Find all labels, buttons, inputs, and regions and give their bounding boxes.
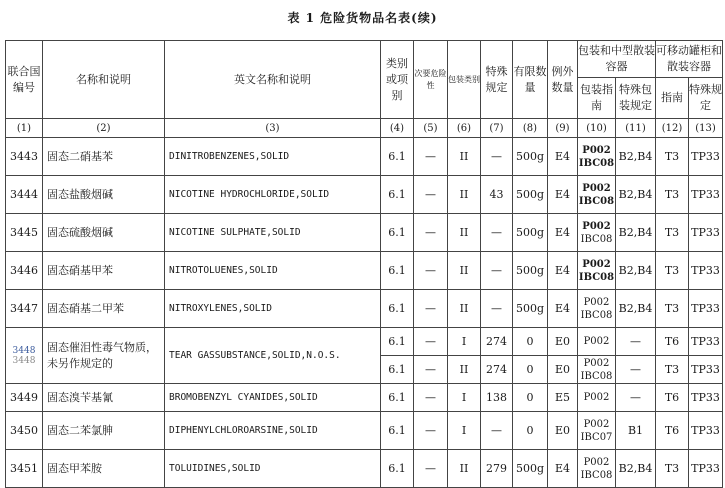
name-en: NICOTINE HYDROCHLORIDE,SOLID — [165, 176, 381, 214]
pi-ibc: IBC08 — [580, 370, 613, 382]
limited-quantity: 500g — [513, 214, 548, 252]
pi-main: P002 — [582, 182, 611, 194]
table-row-3448-a — [6, 328, 723, 356]
un-number-sub: 3448 — [12, 355, 36, 366]
packing-instruction — [578, 214, 616, 252]
packing-special: B2,B4 — [616, 252, 656, 290]
packing-special: B2,B4 — [616, 138, 656, 176]
special-provision: — — [481, 252, 513, 290]
packing-special: — — [616, 328, 656, 356]
subsidiary: — — [414, 384, 448, 412]
class: 6.1 — [381, 252, 414, 290]
col-number: (3) — [165, 119, 381, 138]
excepted-quantity: E5 — [548, 384, 578, 412]
packing-group: I — [448, 412, 481, 450]
name-en: BROMOBENZYL CYANIDES,SOLID — [165, 384, 381, 412]
packing-special: B2,B4 — [616, 176, 656, 214]
name-cn: 固态硝基甲苯 — [43, 252, 165, 290]
un-number: 3449 — [6, 384, 43, 412]
table-row — [6, 450, 723, 488]
header-un-no: 联合国编号 — [6, 41, 43, 119]
packing-instruction — [578, 290, 616, 328]
packing-instruction — [578, 176, 616, 214]
packing-instruction: P002 — [578, 328, 616, 356]
col-number: (12) — [656, 119, 689, 138]
un-number-main: 3448 — [12, 345, 36, 356]
col-number: (6) — [448, 119, 481, 138]
packing-instruction: P002 — [578, 384, 616, 412]
header-sp: 特殊规定 — [481, 41, 513, 119]
subsidiary: — — [414, 214, 448, 252]
column-number-row — [6, 119, 723, 138]
name-cn: 固态二硝基苯 — [43, 138, 165, 176]
tank-special: TP33 — [689, 450, 723, 488]
packing-instruction — [578, 450, 616, 488]
col-number: (4) — [381, 119, 414, 138]
packing-special: — — [616, 384, 656, 412]
excepted-quantity: E4 — [548, 138, 578, 176]
tank-instruction: T6 — [656, 384, 689, 412]
name-en: DIPHENYLCHLOROARSINE,SOLID — [165, 412, 381, 450]
pi-main: P002 — [583, 357, 610, 369]
subsidiary: — — [414, 450, 448, 488]
packing-instruction — [578, 252, 616, 290]
tank-instruction: T3 — [656, 176, 689, 214]
class: 6.1 — [381, 176, 414, 214]
packing-special: — — [616, 356, 656, 384]
excepted-quantity: E0 — [548, 328, 578, 356]
name-cn: 固态催泪性毒气物质，未另作规定的 — [43, 328, 165, 384]
class: 6.1 — [381, 290, 414, 328]
excepted-quantity: E4 — [548, 252, 578, 290]
packing-group: II — [448, 214, 481, 252]
class: 6.1 — [381, 384, 414, 412]
un-number: 3445 — [6, 214, 43, 252]
class: 6.1 — [381, 214, 414, 252]
name-en: DINITROBENZENES,SOLID — [165, 138, 381, 176]
name-cn: 固态二苯氯胂 — [43, 412, 165, 450]
limited-quantity: 500g — [513, 138, 548, 176]
limited-quantity: 500g — [513, 252, 548, 290]
table-row — [6, 384, 723, 412]
excepted-quantity: E4 — [548, 214, 578, 252]
header-row — [6, 41, 723, 78]
un-number: 3451 — [6, 450, 43, 488]
packing-group: II — [448, 176, 481, 214]
col-number: (7) — [481, 119, 513, 138]
subsidiary: — — [414, 176, 448, 214]
limited-quantity: 500g — [513, 290, 548, 328]
subsidiary: — — [414, 356, 448, 384]
dangerous-goods-table — [5, 40, 723, 488]
table-row — [6, 214, 723, 252]
tank-special: TP33 — [689, 290, 723, 328]
packing-special: B2,B4 — [616, 450, 656, 488]
limited-quantity: 500g — [513, 450, 548, 488]
name-en: TEAR GASSUBSTANCE,SOLID,N.O.S. — [165, 328, 381, 384]
page-title: 表 1 危险货物品名表(续) — [287, 11, 438, 25]
header-tank-group: 可移动罐柜和散装容器 — [656, 41, 723, 78]
col-number: (9) — [548, 119, 578, 138]
special-provision: — — [481, 412, 513, 450]
tank-instruction: T3 — [656, 214, 689, 252]
col-number: (5) — [414, 119, 448, 138]
excepted-quantity: E0 — [548, 356, 578, 384]
packing-group: I — [448, 384, 481, 412]
col-number: (1) — [6, 119, 43, 138]
packing-special: B1 — [616, 412, 656, 450]
pi-main: P002 — [583, 296, 610, 308]
subsidiary: — — [414, 290, 448, 328]
col-number: (13) — [689, 119, 723, 138]
tank-special: TP33 — [689, 214, 723, 252]
un-number: 3443 — [6, 138, 43, 176]
pi-main: P002 — [582, 258, 611, 270]
tank-special: TP33 — [689, 252, 723, 290]
packing-instruction — [578, 412, 616, 450]
pi-main: P002 — [582, 144, 611, 156]
special-provision: — — [481, 290, 513, 328]
tank-instruction: T6 — [656, 328, 689, 356]
table-row — [6, 290, 723, 328]
tank-instruction: T3 — [656, 356, 689, 384]
tank-special: TP33 — [689, 138, 723, 176]
pi-ibc: IBC08 — [578, 157, 615, 169]
header-pkg-special: 特殊包装规定 — [616, 78, 656, 119]
class: 6.1 — [381, 138, 414, 176]
col-number: (11) — [616, 119, 656, 138]
special-provision: 274 — [481, 328, 513, 356]
packing-group: I — [448, 328, 481, 356]
tank-special: TP33 — [689, 176, 723, 214]
pi-ibc: IBC07 — [580, 431, 613, 443]
special-provision: 274 — [481, 356, 513, 384]
un-number: 3446 — [6, 252, 43, 290]
limited-quantity: 0 — [513, 384, 548, 412]
pi-main: P002 — [583, 456, 610, 468]
limited-quantity: 500g — [513, 176, 548, 214]
un-number: 3444 — [6, 176, 43, 214]
special-provision: — — [481, 138, 513, 176]
packing-group: II — [448, 290, 481, 328]
un-number: 3447 — [6, 290, 43, 328]
pi-ibc: IBC08 — [578, 271, 615, 283]
header-pkg-instr: 包装指南 — [578, 78, 616, 119]
un-number — [6, 328, 43, 384]
pi-ibc: IBC08 — [580, 309, 613, 321]
packing-special: B2,B4 — [616, 214, 656, 252]
tank-special: TP33 — [689, 328, 723, 356]
pi-main: P002 — [582, 220, 611, 232]
excepted-quantity: E0 — [548, 412, 578, 450]
limited-quantity: 0 — [513, 412, 548, 450]
special-provision: 138 — [481, 384, 513, 412]
name-cn: 固态硫酸烟碱 — [43, 214, 165, 252]
tank-instruction: T3 — [656, 252, 689, 290]
header-pg: 包装类别 — [448, 41, 481, 119]
packing-group: II — [448, 450, 481, 488]
col-number: (2) — [43, 119, 165, 138]
pi-ibc: IBC08 — [580, 233, 613, 245]
header-name-en: 英文名称和说明 — [165, 41, 381, 119]
subsidiary: — — [414, 328, 448, 356]
tank-instruction: T6 — [656, 412, 689, 450]
name-en: NITROTOLUENES,SOLID — [165, 252, 381, 290]
pi-main: P002 — [583, 418, 610, 430]
name-cn: 固态盐酸烟碱 — [43, 176, 165, 214]
header-tank-instr: 指南 — [656, 78, 689, 119]
packing-group: II — [448, 138, 481, 176]
header-lq: 有限数量 — [513, 41, 548, 119]
name-en: TOLUIDINES,SOLID — [165, 450, 381, 488]
name-cn: 固态甲苯胺 — [43, 450, 165, 488]
packing-group: II — [448, 356, 481, 384]
col-number: (10) — [578, 119, 616, 138]
packing-instruction — [578, 356, 616, 384]
class: 6.1 — [381, 328, 414, 356]
table-row — [6, 138, 723, 176]
name-en: NITROXYLENES,SOLID — [165, 290, 381, 328]
name-en: NICOTINE SULPHATE,SOLID — [165, 214, 381, 252]
tank-instruction: T3 — [656, 290, 689, 328]
special-provision: 43 — [481, 176, 513, 214]
packing-instruction — [578, 138, 616, 176]
subsidiary: — — [414, 138, 448, 176]
limited-quantity: 0 — [513, 328, 548, 356]
name-cn: 固态溴苄基氰 — [43, 384, 165, 412]
header-eq: 例外数量 — [548, 41, 578, 119]
limited-quantity: 0 — [513, 356, 548, 384]
tank-instruction: T3 — [656, 450, 689, 488]
subsidiary: — — [414, 252, 448, 290]
special-provision: — — [481, 214, 513, 252]
excepted-quantity: E4 — [548, 290, 578, 328]
table-row — [6, 252, 723, 290]
table-row — [6, 412, 723, 450]
header-subsidiary: 次要危险性 — [414, 41, 448, 119]
name-cn: 固态硝基二甲苯 — [43, 290, 165, 328]
header-class: 类别或项别 — [381, 41, 414, 119]
header-tank-special: 特殊规定 — [689, 78, 723, 119]
subsidiary: — — [414, 412, 448, 450]
table-row — [6, 176, 723, 214]
header-name-cn: 名称和说明 — [43, 41, 165, 119]
class: 6.1 — [381, 450, 414, 488]
packing-group: II — [448, 252, 481, 290]
tank-special: TP33 — [689, 384, 723, 412]
excepted-quantity: E4 — [548, 450, 578, 488]
col-number: (8) — [513, 119, 548, 138]
tank-special: TP33 — [689, 412, 723, 450]
class: 6.1 — [381, 356, 414, 384]
header-packaging-group: 包装和中型散装容器 — [578, 41, 656, 78]
special-provision: 279 — [481, 450, 513, 488]
pi-ibc: IBC08 — [578, 195, 615, 207]
packing-special: B2,B4 — [616, 290, 656, 328]
pi-ibc: IBC08 — [580, 469, 613, 481]
tank-special: TP33 — [689, 356, 723, 384]
class: 6.1 — [381, 412, 414, 450]
excepted-quantity: E4 — [548, 176, 578, 214]
tank-instruction: T3 — [656, 138, 689, 176]
un-number: 3450 — [6, 412, 43, 450]
